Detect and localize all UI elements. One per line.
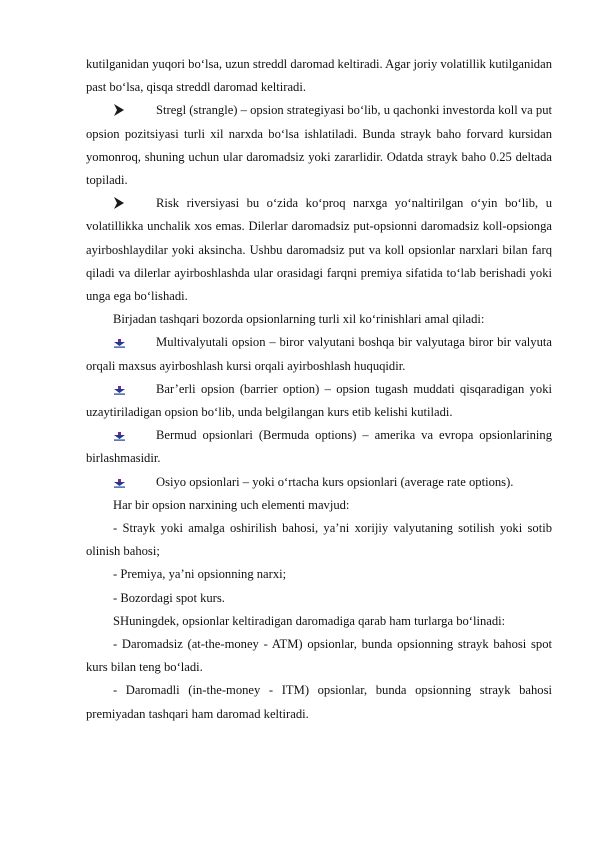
bullet-item [86,471,552,494]
paragraph-text: Risk riversiyasi bu o‘zida ko‘proq narxga yo‘naltirilgan o‘yin bo‘lib, u volatillikka unchalik xos emas. Dilerlar daromadsiz put-opsionni daromadsiz koll-opsionga ayirboshlaydilar yoki aksincha. Ushbu daromadsiz put va koll opsionlar narxlari bilan farq qiladi va dilerlar ayirboshlashda ular orasidagi farqni premiya sifatida to‘lab berishadi yoki unga ega bo‘lishadi. [86,196,552,304]
paragraph-text: Stregl (strangle) – opsion strategiyasi bo‘lib, u qachonki investorda koll va put opsion pozitsiyasi turli xil narxda bo‘lsa ishlatiladi. Bunda strayk baho forvard kursidan yomonroq, shuning uchun ular daromadsiz yoki zararlidir. Odatda strayk baho 0.25 deltada topiladi. [86,103,552,188]
paragraph-text: Multivalyutali opsion – biror valyutani boshqa bir valyutaga biror bir valyuta orqali maxsus ayirboshlash kursi orqali ayirboshlash huquqidir. [86,335,552,373]
down-arrow-bullet-icon [113,471,127,494]
document-body [86,53,552,726]
paragraph-text: kutilganidan yuqori bo‘lsa, uzun streddl daromad keltiradi. Agar joriy volatillik kutilganidan past bo‘lsa, qisqa streddl daromad keltiradi. [86,57,552,95]
paragraph [86,633,552,679]
paragraph [86,610,552,633]
paragraph-text: - Bozordagi spot kurs. [113,590,225,605]
paragraph-text: Bermud opsionlari (Bermuda options) – amerika va evropa opsionlarining birlashmasidir. [86,428,552,466]
arrowhead-bullet-icon [113,192,127,215]
paragraph-text: Bar’erli opsion (barrier option) – opsion tugash muddati qisqaradigan yoki uzaytiriladigan opsion bo‘lib, unda belgilangan kurs etib kelishi kutiladi. [86,381,552,420]
paragraph [86,494,552,517]
paragraph [86,563,552,586]
paragraph-continued [86,53,552,99]
paragraph-text: Osiyo opsionlari – yoki o‘rtacha kurs opsionlari (average rate options). [156,474,514,489]
paragraph-text: - Daromadli (in-the-money - ITM) opsionlar, bunda opsionning strayk bahosi premiyadan tashqari ham daromad keltiradi. [86,683,552,721]
down-arrow-bullet-icon [113,378,127,401]
paragraph-text: - Premiya, ya’ni opsionning narxi; [113,567,287,582]
down-arrow-bullet-icon [113,331,127,354]
paragraph-text: - Strayk yoki amalga oshirilish bahosi, ya’ni xorijiy valyutaning sotilish yoki sotib olinish bahosi; [86,521,552,559]
bullet-item [86,192,552,308]
paragraph [86,517,552,563]
bullet-item [86,99,552,192]
down-arrow-bullet-icon [113,424,127,447]
paragraph-text: Har bir opsion narxining uch elementi mavjud: [113,497,350,512]
bullet-item [86,424,552,470]
paragraph [86,679,552,725]
paragraph-text: SHuningdek, opsionlar keltiradigan daromadiga qarab ham turlarga bo‘linadi: [113,613,506,628]
paragraph [86,308,552,331]
paragraph-text: Birjadan tashqari bozorda opsionlarning turli xil ko‘rinishlari amal qiladi: [113,312,485,327]
arrowhead-bullet-icon [113,99,127,122]
bullet-item [86,331,552,377]
paragraph [86,587,552,610]
bullet-item [86,378,552,424]
paragraph-text: - Daromadsiz (at-the-money - ATM) opsionlar, bunda opsionning strayk bahosi spot kurs bilan teng bo‘ladi. [86,637,552,675]
